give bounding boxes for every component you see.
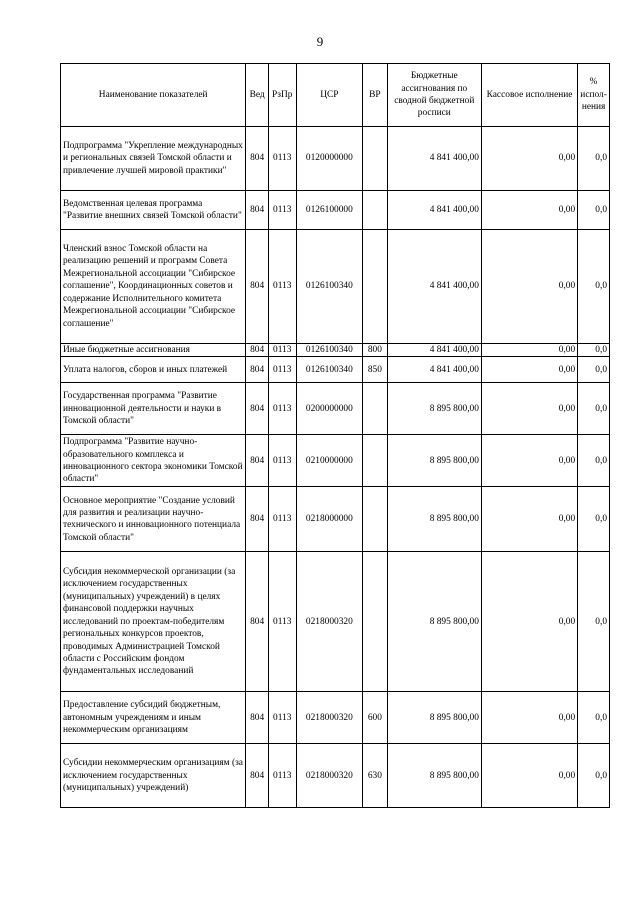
cell-csr: 0218000320 <box>296 552 363 692</box>
cell-rzpr: 0113 <box>268 487 296 552</box>
cell-vr <box>363 127 388 191</box>
cell-csr: 0210000000 <box>296 435 363 487</box>
cell-name: Членский взнос Томской области на реализацию решений и программ Совета Межрегиональной ассоциации "Сибирское соглашение", Координационных советов и содержание Исполнительного комитета Межрегиональной ассоциации "Сибирское соглашение" <box>61 230 246 344</box>
cell-pct: 0,0 <box>578 230 610 344</box>
cell-ved: 804 <box>246 357 269 383</box>
cell-budget: 4 841 400,00 <box>387 344 481 357</box>
cell-kassa: 0,00 <box>481 383 577 435</box>
cell-ved: 804 <box>246 191 269 230</box>
cell-rzpr: 0113 <box>268 744 296 808</box>
cell-pct: 0,0 <box>578 191 610 230</box>
cell-ved: 804 <box>246 552 269 692</box>
cell-kassa: 0,00 <box>481 552 577 692</box>
cell-kassa: 0,00 <box>481 744 577 808</box>
cell-kassa: 0,00 <box>481 487 577 552</box>
cell-name: Подпрограмма "Укрепление международных и региональных связей Томской области и привлечение лучшей мировой практики" <box>61 127 246 191</box>
cell-csr: 0126100340 <box>296 230 363 344</box>
cell-pct: 0,0 <box>578 552 610 692</box>
cell-pct: 0,0 <box>578 127 610 191</box>
cell-vr <box>363 383 388 435</box>
cell-budget: 8 895 800,00 <box>387 435 481 487</box>
cell-budget: 4 841 400,00 <box>387 357 481 383</box>
cell-ved: 804 <box>246 692 269 744</box>
cell-pct: 0,0 <box>578 435 610 487</box>
cell-rzpr: 0113 <box>268 692 296 744</box>
cell-budget: 8 895 800,00 <box>387 744 481 808</box>
cell-ved: 804 <box>246 127 269 191</box>
table-row <box>61 357 610 383</box>
cell-vr <box>363 552 388 692</box>
cell-pct: 0,0 <box>578 692 610 744</box>
cell-csr: 0126100000 <box>296 191 363 230</box>
table-row <box>61 744 610 808</box>
header-kassa: Кассовое исполнение <box>481 64 577 127</box>
header-name: Наименование показателей <box>61 64 246 127</box>
cell-rzpr: 0113 <box>268 230 296 344</box>
cell-csr: 0218000320 <box>296 692 363 744</box>
cell-rzpr: 0113 <box>268 191 296 230</box>
cell-vr: 850 <box>363 357 388 383</box>
cell-kassa: 0,00 <box>481 191 577 230</box>
cell-ved: 804 <box>246 435 269 487</box>
page-number: 9 <box>316 34 324 49</box>
cell-budget: 8 895 800,00 <box>387 552 481 692</box>
cell-ved: 804 <box>246 344 269 357</box>
table-row <box>61 552 610 692</box>
cell-ved: 804 <box>246 487 269 552</box>
header-ved: Вед <box>246 64 269 127</box>
table-row <box>61 487 610 552</box>
cell-ved: 804 <box>246 744 269 808</box>
cell-ved: 804 <box>246 230 269 344</box>
table-row <box>61 435 610 487</box>
cell-name: Иные бюджетные ассигнования <box>61 344 246 357</box>
cell-ved: 804 <box>246 383 269 435</box>
budget-execution-table <box>60 63 610 808</box>
cell-kassa: 0,00 <box>481 692 577 744</box>
table-row <box>61 230 610 344</box>
cell-pct: 0,0 <box>578 487 610 552</box>
cell-kassa: 0,00 <box>481 357 577 383</box>
cell-name: Предоставление субсидий бюджетным, автономным учреждениям и иным некоммерческим организациям <box>61 692 246 744</box>
cell-kassa: 0,00 <box>481 435 577 487</box>
cell-budget: 8 895 800,00 <box>387 487 481 552</box>
cell-rzpr: 0113 <box>268 383 296 435</box>
cell-name: Уплата налогов, сборов и иных платежей <box>61 357 246 383</box>
cell-csr: 0126100340 <box>296 344 363 357</box>
cell-vr <box>363 191 388 230</box>
cell-csr: 0126100340 <box>296 357 363 383</box>
cell-vr: 630 <box>363 744 388 808</box>
cell-kassa: 0,00 <box>481 127 577 191</box>
cell-vr <box>363 230 388 344</box>
cell-vr: 600 <box>363 692 388 744</box>
cell-budget: 4 841 400,00 <box>387 230 481 344</box>
header-pct: % испол-нения <box>578 64 610 127</box>
cell-csr: 0120000000 <box>296 127 363 191</box>
cell-budget: 8 895 800,00 <box>387 692 481 744</box>
cell-name: Ведомственная целевая программа "Развитие внешних связей Томской области" <box>61 191 246 230</box>
cell-budget: 4 841 400,00 <box>387 191 481 230</box>
cell-csr: 0200000000 <box>296 383 363 435</box>
cell-rzpr: 0113 <box>268 357 296 383</box>
cell-budget: 4 841 400,00 <box>387 127 481 191</box>
cell-rzpr: 0113 <box>268 552 296 692</box>
cell-pct: 0,0 <box>578 357 610 383</box>
cell-name: Государственная программа "Развитие инновационной деятельности и науки в Томской области" <box>61 383 246 435</box>
header-vr: ВР <box>363 64 388 127</box>
cell-name: Субсидии некоммерческим организациям (за исключением государственных (муниципальных) учреждений) <box>61 744 246 808</box>
cell-rzpr: 0113 <box>268 435 296 487</box>
table-row <box>61 383 610 435</box>
cell-rzpr: 0113 <box>268 127 296 191</box>
table-header-row <box>61 64 610 127</box>
cell-vr <box>363 487 388 552</box>
cell-budget: 8 895 800,00 <box>387 383 481 435</box>
table-row <box>61 127 610 191</box>
cell-rzpr: 0113 <box>268 344 296 357</box>
cell-vr: 800 <box>363 344 388 357</box>
table-row <box>61 344 610 357</box>
cell-name: Основное мероприятие "Создание условий для развития и реализации научно-технического и инновационного потенциала Томской области" <box>61 487 246 552</box>
table-row <box>61 692 610 744</box>
header-budget: Бюджетные ассигнования по сводной бюджетной росписи <box>387 64 481 127</box>
cell-name: Подпрограмма "Развитие научно-образовательного комплекса и инновационного сектора экономики Томской области" <box>61 435 246 487</box>
cell-pct: 0,0 <box>578 744 610 808</box>
cell-csr: 0218000000 <box>296 487 363 552</box>
cell-csr: 0218000320 <box>296 744 363 808</box>
cell-pct: 0,0 <box>578 383 610 435</box>
header-rzpr: РзПр <box>268 64 296 127</box>
cell-pct: 0,0 <box>578 344 610 357</box>
cell-vr <box>363 435 388 487</box>
header-csr: ЦСР <box>296 64 363 127</box>
cell-name: Субсидия некоммерческой организации (за исключением государственных (муниципальных) учреждений) в целях финансовой поддержки научных исследований по проектам-победителям региональных конкурсов проектов, проводимых Администрацией Томской области с Российским фондом фундаментальных исследований <box>61 552 246 692</box>
table-row <box>61 191 610 230</box>
cell-kassa: 0,00 <box>481 344 577 357</box>
cell-kassa: 0,00 <box>481 230 577 344</box>
